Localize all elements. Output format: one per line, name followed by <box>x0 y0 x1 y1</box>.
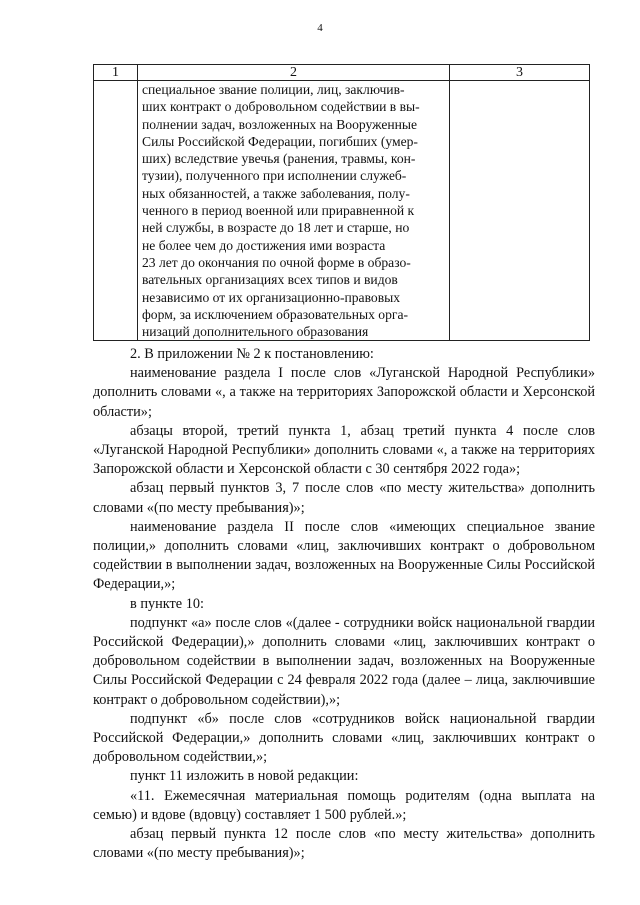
column-header-3: 3 <box>450 65 590 81</box>
table-cell-line: форм, за исключением образовательных орга- <box>142 306 409 322</box>
page-number: 4 <box>317 22 323 34</box>
table-cell-line: ных обязанностей, а также заболевания, полу- <box>142 185 410 201</box>
table-cell-line: Силы Российской Федерации, погибших (умер- <box>142 133 418 149</box>
document-paragraph: абзац первый пункта 12 после слов «по месту жительства» дополнить словами «(по месту пребывания)»; <box>93 826 595 862</box>
table-cell-line: ших) вследствие увечья (ранения, травмы, кон- <box>142 151 416 167</box>
table-cell-col1 <box>94 81 138 341</box>
document-paragraph: 2. В приложении № 2 к постановлению: <box>130 346 374 362</box>
table-cell-line: независимо от их организационно-правовых <box>142 289 401 305</box>
table-cell-line: ших контракт о добровольном содействии в вы- <box>142 99 420 115</box>
document-paragraph: абзацы второй, третий пункта 1, абзац третий пункта 4 после слов «Луганской Народной Республики» дополнить словами «, а также на территориях Запорожской области и Херсонской области с 30 сентября 2022 года»; <box>93 422 595 478</box>
table-cell-line: ченного в период военной или приравненной к <box>142 203 415 219</box>
table-row <box>94 81 590 341</box>
table-cell-line: вательных организациях всех типов и видов <box>142 272 398 288</box>
table-cell-col2 <box>138 81 450 341</box>
document-body <box>93 345 595 863</box>
document-paragraph: «11. Ежемесячная материальная помощь родителям (одна выплата на семью) и вдове (вдовцу) составляет 1 500 рублей.»; <box>93 787 595 823</box>
amendment-table <box>93 64 590 341</box>
column-header-1: 1 <box>94 65 138 81</box>
table-cell-line: 23 лет до окончания по очной форме в образо- <box>142 254 411 270</box>
table-cell-line: ней службы, в возрасте до 18 лет и старше, но <box>142 220 410 236</box>
table-cell-line: тузии), полученного при исполнении служеб- <box>142 168 407 184</box>
table-cell-line: полнении задач, возложенных на Вооруженные <box>142 116 418 132</box>
document-paragraph: наименование раздела I после слов «Луганской Народной Республики» дополнить словами «, а также на территориях Запорожской области и Херсонской области»; <box>93 365 595 420</box>
document-paragraph: в пункте 10: <box>130 595 204 612</box>
document-paragraph: наименование раздела II после слов «имеющих специальное звание полиции,» дополнить словами «лиц, заключивших контракт о добровольном содействии в выполнении задач, возложенных на Вооруженные Силы Российской Федерации,»; <box>93 518 595 593</box>
document-paragraph: абзац первый пунктов 3, 7 после слов «по месту жительства» дополнить словами «(по месту пребывания)»; <box>93 480 595 516</box>
table-cell-line: не более чем до достижения ими возраста <box>142 237 386 253</box>
table-cell-line: специальное звание полиции, лиц, заключив- <box>142 82 405 97</box>
table-header-row <box>94 65 590 81</box>
table-cell-line: низаций дополнительного образования <box>142 324 369 340</box>
table-cell-col3 <box>450 81 590 341</box>
document-paragraph: пункт 11 изложить в новой редакции: <box>130 768 359 785</box>
column-header-2: 2 <box>138 65 450 81</box>
category-description <box>138 81 449 340</box>
document-paragraph: подпункт «а» после слов «(далее - сотрудники войск национальной гвардии Российской Федерации),» дополнить словами «лиц, заключивших контракт о добровольном содействии в выполнении задач, возложенных на Вооруженные Силы Российской Федерации с 24 февраля 2022 года (далее – лица, заключившие контракт о добровольном содействии),»; <box>93 614 595 708</box>
document-paragraph: подпункт «б» после слов «сотрудников войск национальной гвардии Российской Федерации,» дополнить словами «лиц, заключивших контракт о добровольном содействии,»; <box>93 710 595 766</box>
